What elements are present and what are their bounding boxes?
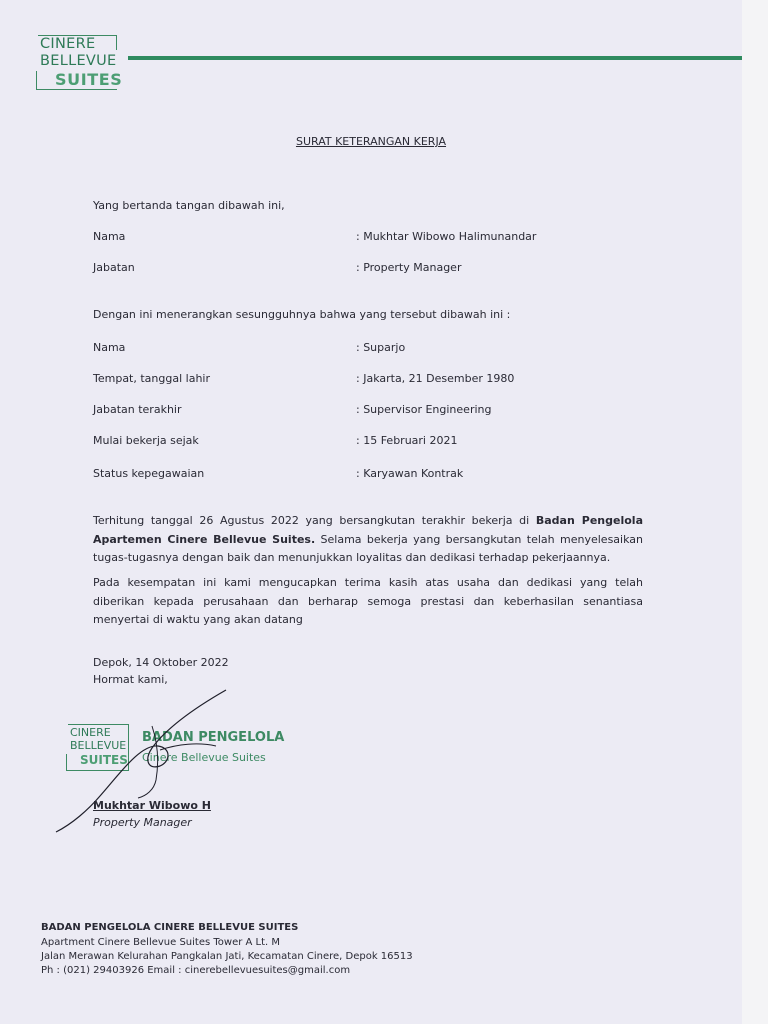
signer-position-label: Jabatan bbox=[93, 261, 135, 274]
place-date: Depok, 14 Oktober 2022 bbox=[93, 656, 229, 669]
paragraph-employer-name: Badan Pengelola Apartemen Cinere Bellevue Suites. bbox=[93, 514, 643, 546]
header-rule bbox=[128, 56, 742, 60]
employee-birth-label: Tempat, tanggal lahir bbox=[93, 372, 210, 385]
footer-address-2: Jalan Merawan Kelurahan Pangkalan Jati, Kecamatan Cinere, Depok 16513 bbox=[41, 951, 413, 962]
signer-name-value: : Mukhtar Wibowo Halimunandar bbox=[356, 230, 537, 243]
paragraph-thanks: Pada kesempatan ini kami mengucapkan terima kasih atas usaha dan dedikasi yang telah diberikan kepada perusahaan dan berharap semoga prestasi dan keberhasilan senantiasa menyertai di waktu yang akan datang bbox=[93, 576, 643, 626]
stamp-org-subname: Cinere Bellevue Suites bbox=[142, 751, 266, 764]
footer-address-1: Apartment Cinere Bellevue Suites Tower A Lt. M bbox=[41, 937, 281, 948]
employee-start-label: Mulai bekerja sejak bbox=[93, 434, 199, 447]
employee-position-value: : Supervisor Engineering bbox=[356, 403, 492, 416]
employee-name-label: Nama bbox=[93, 341, 126, 354]
paragraph-employment-end bbox=[93, 512, 643, 568]
footer-contact: Ph : (021) 29403926 Email : cinerebellevuesuites@gmail.com bbox=[41, 965, 351, 976]
employee-position-label: Jabatan terakhir bbox=[93, 403, 182, 416]
signatory-role: Property Manager bbox=[93, 816, 192, 829]
signer-name-label: Nama bbox=[93, 230, 126, 243]
page-edge bbox=[742, 0, 768, 1024]
stamp-text-line3: SUITES bbox=[80, 753, 128, 767]
footer-org: BADAN PENGELOLA CINERE BELLEVUE SUITES bbox=[41, 922, 299, 933]
employee-birth-value: : Jakarta, 21 Desember 1980 bbox=[356, 372, 515, 385]
employee-start-value: : 15 Februari 2021 bbox=[356, 434, 458, 447]
logo-text-line3: SUITES bbox=[55, 70, 123, 89]
logo-text-line1: CINERE bbox=[40, 36, 96, 52]
statement-text: Dengan ini menerangkan sesungguhnya bahwa yang tersebut dibawah ini : bbox=[93, 308, 511, 321]
signer-position-value: : Property Manager bbox=[356, 261, 462, 274]
employee-status-value: : Karyawan Kontrak bbox=[356, 467, 464, 480]
paragraph-employment-end-pre: Terhitung tanggal 26 Agustus 2022 yang bersangkutan terakhir bekerja di bbox=[93, 514, 536, 527]
intro-text: Yang bertanda tangan dibawah ini, bbox=[93, 199, 285, 212]
letter-title: SURAT KETERANGAN KERJA bbox=[295, 135, 447, 148]
paragraph-employment-end-post: Selama bekerja yang bersangkutan telah menyelesaikan tugas-tugasnya dengan baik dan menunjukkan loyalitas dan dedikasi terhadap pekerjaannya. bbox=[93, 532, 643, 564]
employee-status-label: Status kepegawaian bbox=[93, 467, 205, 480]
closing-text: Hormat kami, bbox=[93, 673, 168, 686]
signatory-name: Mukhtar Wibowo H bbox=[93, 799, 211, 812]
employee-name-value: : Suparjo bbox=[356, 341, 406, 354]
logo-text-line2: BELLEVUE bbox=[40, 53, 117, 69]
stamp-text-line2: BELLEVUE bbox=[70, 739, 127, 752]
company-logo bbox=[38, 35, 123, 93]
handwritten-signature bbox=[48, 686, 248, 836]
stamp-org-name: BADAN PENGELOLA bbox=[142, 730, 285, 745]
stamp-text-line1: CINERE bbox=[70, 726, 111, 739]
